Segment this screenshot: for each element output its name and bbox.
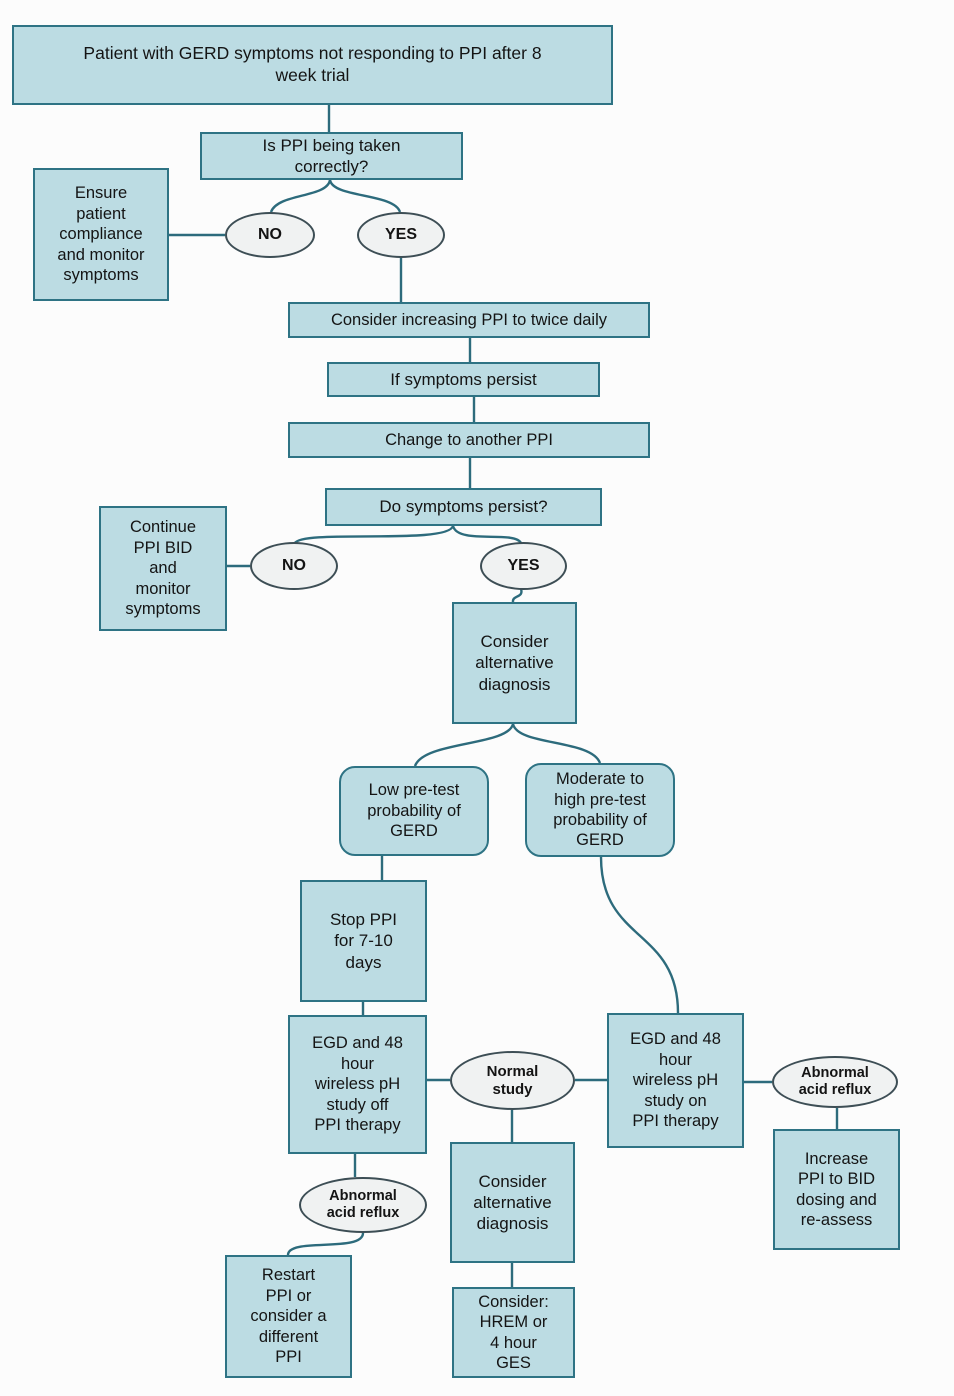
egd-off-ppi-box [288, 1015, 427, 1154]
restart-ppi-box-label-line: PPI [275, 1348, 302, 1367]
low-pretest-probability-box-label-line: GERD [390, 822, 438, 841]
yes-oval-1 [357, 212, 445, 258]
stop-ppi-box-label-line: Stop PPI [329, 910, 398, 930]
consider-alternative-diagnosis-box-bottom-label-line: alternative [473, 1192, 552, 1212]
restart-ppi-box-label-line: consider a [250, 1307, 327, 1326]
restart-ppi-box-label-line: PPI or [265, 1286, 312, 1305]
consider-hrem-ges-box-label-line: HREM or [479, 1313, 548, 1332]
consider-hrem-ges-box-label-line: GES [496, 1353, 531, 1372]
consider-alternative-diagnosis-box-label-line: alternative [475, 653, 554, 673]
moderate-high-pretest-probability-box-label-line: high pre-test [554, 790, 646, 809]
edge-moderate-to-egdon [601, 857, 678, 1013]
edge-do-split-no [295, 526, 453, 543]
moderate-high-pretest-probability-box-label-line: probability of [553, 811, 647, 829]
egd-on-ppi-box-label-line: study on [644, 1091, 707, 1110]
consider-alternative-diagnosis-box [452, 602, 577, 724]
egd-on-ppi-box-label-line: EGD and 48 [630, 1030, 721, 1049]
continue-ppi-bid-box-label-line: symptoms [125, 600, 201, 619]
low-pretest-probability-box-label-line: Low pre-test [368, 781, 460, 800]
yes-oval-1-label-line: YES [384, 225, 417, 243]
no-oval-2-label-line: NO [282, 556, 306, 574]
patient-gerd-box-label-line: week trial [275, 65, 350, 85]
egd-off-ppi-box-label-line: EGD and 48 [312, 1034, 403, 1053]
continue-ppi-bid-box-label-line: monitor [135, 579, 191, 598]
ensure-compliance-box-label-line: Ensure [74, 184, 128, 203]
consider-alternative-diagnosis-box-bottom-label-line: diagnosis [476, 1214, 549, 1234]
do-symptoms-persist-box-label-line: Do symptoms persist? [379, 497, 548, 517]
continue-ppi-bid-box-label-line: and [149, 559, 177, 578]
abnormal-acid-reflux-oval-left [299, 1177, 427, 1233]
ensure-compliance-box-label-line: compliance [59, 225, 143, 244]
restart-ppi-box-label-line: Restart [261, 1266, 316, 1285]
patient-gerd-box-label-line: Patient with GERD symptoms not responding to PPI after 8 [83, 43, 542, 64]
abnormal-acid-reflux-oval-left-label-line: Abnormal [329, 1187, 397, 1204]
consider-hrem-ges-box [452, 1287, 575, 1378]
edge-isppi-split-no [271, 180, 330, 212]
abnormal-acid-reflux-oval-left-label-line: acid reflux [326, 1205, 400, 1221]
consider-hrem-ges-box-label-line: Consider: [478, 1292, 549, 1311]
abnormal-acid-reflux-oval-right-label-line: acid reflux [798, 1082, 872, 1098]
edge-abnormalleft-to-restart [288, 1233, 363, 1255]
stop-ppi-box-label-line: days [345, 952, 382, 972]
ensure-compliance-box [33, 168, 169, 301]
stop-ppi-box [300, 880, 427, 1002]
increase-ppi-bid-box-label-line: re-assess [800, 1210, 873, 1229]
abnormal-acid-reflux-oval-right-label-line: Abnormal [801, 1064, 869, 1081]
increase-ppi-bid-box-label-line: dosing and [796, 1190, 877, 1209]
yes-oval-2 [480, 542, 567, 590]
change-another-ppi-box [288, 422, 650, 458]
egd-on-ppi-box [607, 1013, 744, 1148]
if-symptoms-persist-box [327, 362, 600, 397]
low-pretest-probability-box-label-line: probability of [367, 801, 461, 820]
consider-alternative-diagnosis-box-bottom-label-line: Consider [478, 1171, 547, 1191]
ensure-compliance-box-label-line: symptoms [63, 266, 139, 285]
restart-ppi-box-label-line: different [258, 1327, 319, 1346]
yes-oval-2-label-line: YES [507, 556, 540, 574]
if-symptoms-persist-box-label-line: If symptoms persist [390, 369, 537, 389]
change-another-ppi-box-label-line: Change to another PPI [385, 430, 553, 449]
no-oval-2 [250, 542, 338, 590]
edge-alt-split-moderate [513, 724, 600, 763]
no-oval-1 [225, 212, 315, 258]
egd-on-ppi-box-label-line: hour [658, 1050, 693, 1069]
edge-do-split-yes [453, 526, 521, 543]
increase-ppi-bid-box [773, 1129, 900, 1250]
patient-gerd-box [12, 25, 613, 105]
consider-hrem-ges-box-label-line: 4 hour [490, 1333, 537, 1352]
restart-ppi-box [225, 1255, 352, 1378]
stop-ppi-box-label-line: for 7-10 [334, 931, 393, 951]
edge-alt-split-low [415, 724, 513, 766]
continue-ppi-bid-box [99, 506, 227, 631]
ensure-compliance-box-label-line: patient [76, 204, 126, 223]
moderate-high-pretest-probability-box-label-line: GERD [576, 831, 624, 850]
do-symptoms-persist-box [325, 488, 602, 526]
egd-on-ppi-box-label-line: PPI therapy [632, 1112, 719, 1131]
normal-study-oval-label-line: Normal [486, 1062, 539, 1080]
edge-isppi-split-yes [330, 180, 400, 212]
moderate-high-pretest-probability-box-label-line: Moderate to [555, 770, 645, 789]
continue-ppi-bid-box-label-line: PPI BID [133, 538, 193, 557]
consider-alternative-diagnosis-box-label-line: diagnosis [478, 674, 551, 694]
normal-study-oval [450, 1051, 575, 1110]
normal-study-oval-label-line: study [492, 1080, 533, 1098]
ensure-compliance-box-label-line: and monitor [57, 245, 145, 264]
consider-alternative-diagnosis-box-bottom [450, 1142, 575, 1263]
no-oval-1-label-line: NO [258, 225, 282, 243]
egd-on-ppi-box-label-line: wireless pH [632, 1071, 719, 1090]
egd-off-ppi-box-label-line: hour [340, 1054, 375, 1073]
egd-off-ppi-box-label-line: study off [326, 1095, 389, 1114]
continue-ppi-bid-box-label-line: Continue [129, 518, 197, 537]
increase-ppi-bid-box-label-line: Increase [804, 1149, 869, 1168]
consider-alternative-diagnosis-box-label-line: Consider [480, 632, 549, 652]
low-pretest-probability-box [339, 766, 489, 856]
consider-increasing-ppi-box-label-line: Consider increasing PPI to twice daily [330, 310, 608, 329]
is-ppi-taken-correctly-box-label-line: correctly? [294, 157, 369, 176]
is-ppi-taken-correctly-box-label-line: Is PPI being taken [262, 135, 401, 155]
egd-off-ppi-box-label-line: wireless pH [314, 1075, 401, 1094]
increase-ppi-bid-box-label-line: PPI to BID [797, 1170, 876, 1189]
egd-off-ppi-box-label-line: PPI therapy [314, 1116, 401, 1135]
edge-yes2-to-alt [513, 589, 522, 602]
is-ppi-taken-correctly-box [200, 132, 463, 180]
consider-increasing-ppi-box [288, 302, 650, 338]
moderate-high-pretest-probability-box [525, 763, 675, 857]
abnormal-acid-reflux-oval-right [772, 1056, 898, 1108]
